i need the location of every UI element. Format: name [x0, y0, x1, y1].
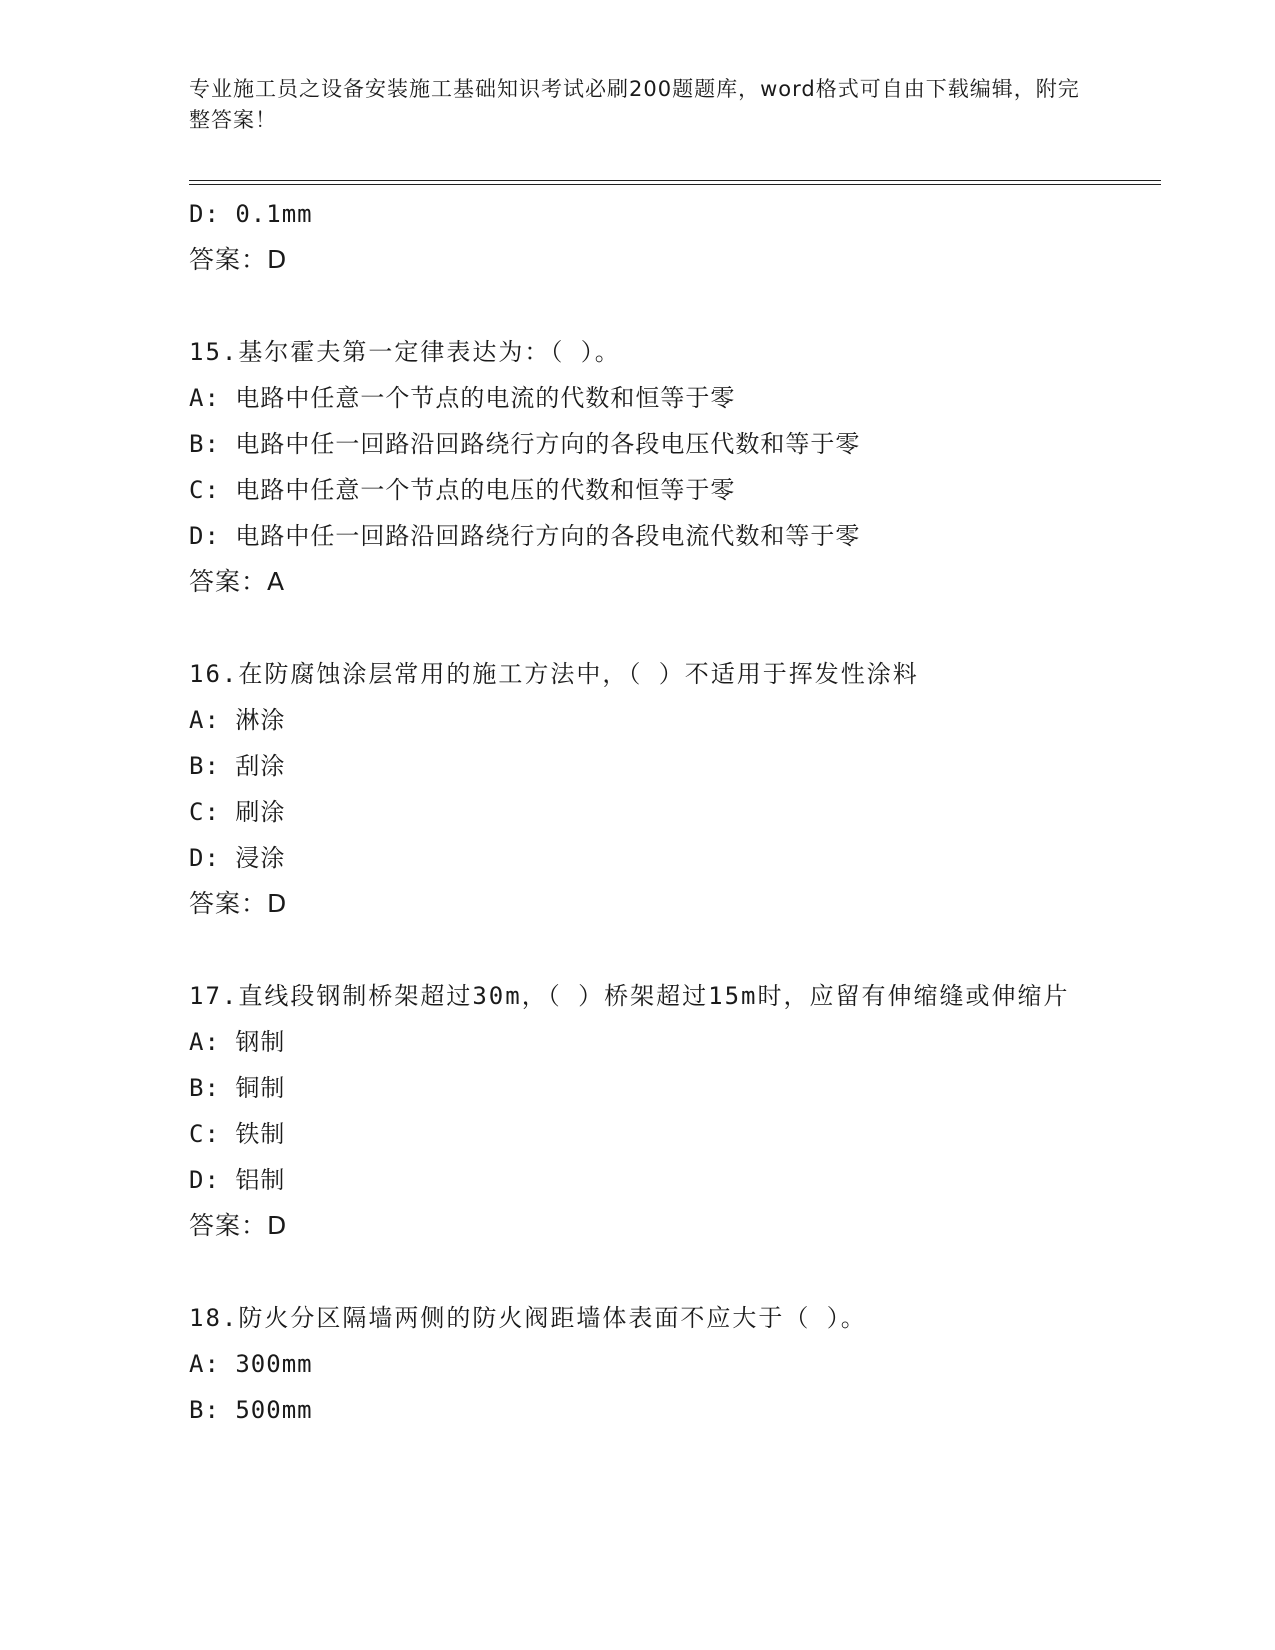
question-stem: 18.防火分区隔墙两侧的防火阀距墙体表面不应大于（ ）。	[189, 1304, 867, 1332]
spacer	[189, 605, 1149, 651]
answer-line: 答案：A	[189, 567, 286, 596]
spacer	[189, 283, 1149, 329]
question-stem: 16.在防腐蚀涂层常用的施工方法中，（ ）不适用于挥发性涂料	[189, 660, 919, 688]
previous-question-tail	[189, 191, 1149, 283]
spacer	[189, 1249, 1149, 1295]
option-b: B: 刮涂	[189, 752, 286, 780]
option-b: B: 铜制	[189, 1074, 286, 1102]
option-a: A: 300mm	[189, 1350, 313, 1378]
question-18	[189, 1295, 1149, 1433]
header-divider-bottom	[189, 184, 1161, 185]
option-d: D: 铝制	[189, 1166, 286, 1194]
question-list	[189, 191, 1149, 1433]
option-c: C: 铁制	[189, 1120, 286, 1148]
question-15	[189, 329, 1149, 605]
option-b: B: 500mm	[189, 1396, 313, 1424]
question-stem: 17.直线段钢制桥架超过30m，（ ）桥架超过15m时，应留有伸缩缝或伸缩片	[189, 982, 1070, 1010]
option-b: B: 电路中任一回路沿回路绕行方向的各段电压代数和等于零	[189, 430, 861, 458]
question-stem: 15.基尔霍夫第一定律表达为：（ ）。	[189, 338, 621, 366]
option-c: C: 电路中任意一个节点的电压的代数和恒等于零	[189, 476, 736, 504]
option-d: D: 0.1mm	[189, 200, 313, 228]
option-a: A: 电路中任意一个节点的电流的代数和恒等于零	[189, 384, 736, 412]
answer-line: 答案：D	[189, 1211, 288, 1240]
document-title: 专业施工员之设备安装施工基础知识考试必刷200题题库，word格式可自由下载编辑，附完整答案！	[189, 77, 1080, 132]
spacer	[189, 927, 1149, 973]
answer-line: 答案：D	[189, 889, 288, 918]
option-a: A: 淋涂	[189, 706, 286, 734]
option-d: D: 浸涂	[189, 844, 286, 872]
document-header	[189, 74, 1089, 136]
header-divider-top	[189, 180, 1161, 181]
option-c: C: 刷涂	[189, 798, 286, 826]
answer-line: 答案：D	[189, 245, 288, 274]
option-d: D: 电路中任一回路沿回路绕行方向的各段电流代数和等于零	[189, 522, 861, 550]
question-17	[189, 973, 1149, 1249]
option-a: A: 钢制	[189, 1028, 286, 1056]
question-16	[189, 651, 1149, 927]
